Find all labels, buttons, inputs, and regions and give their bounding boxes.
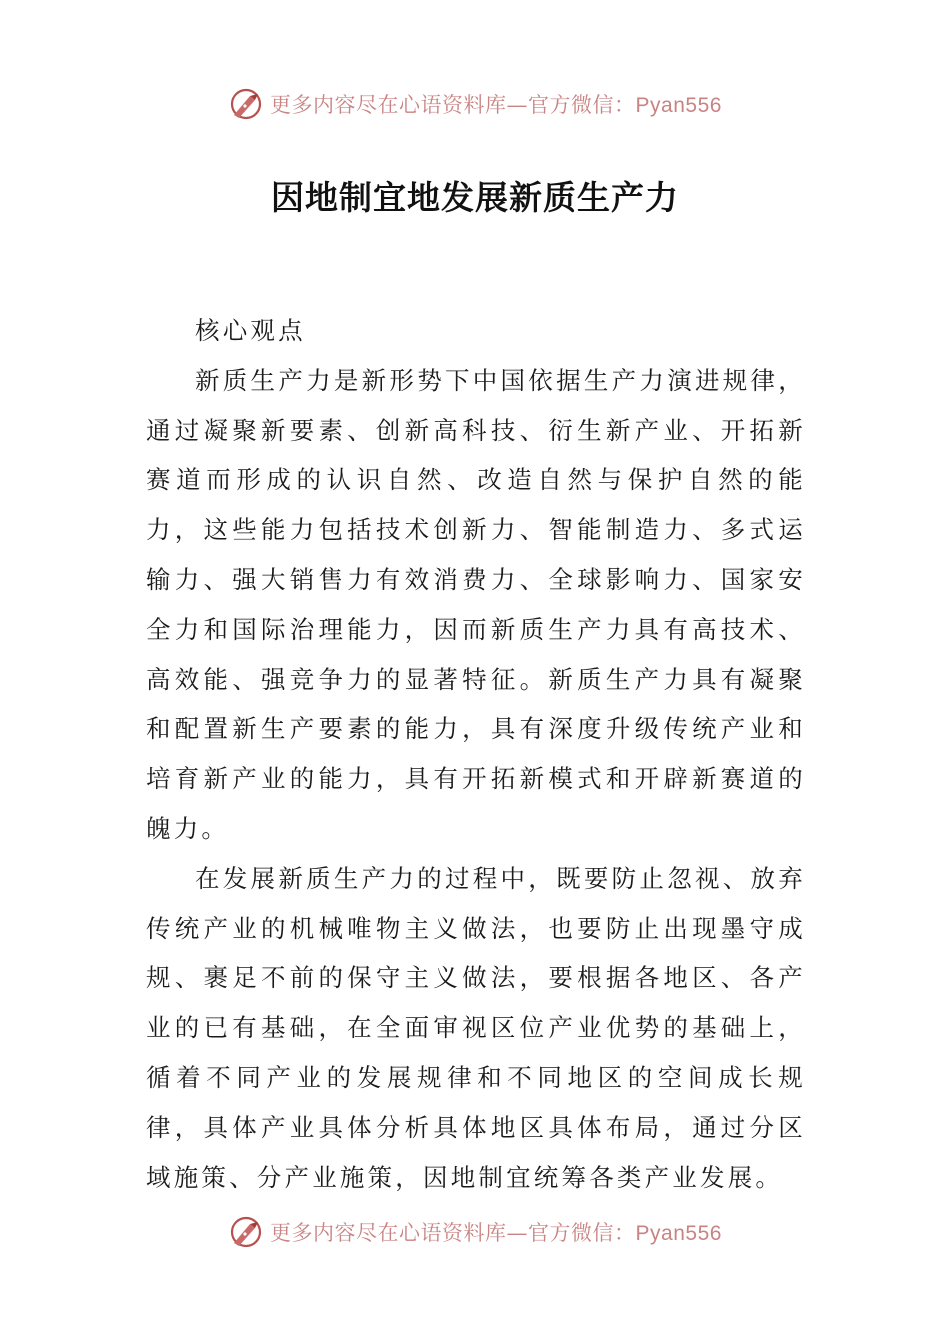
banner-text: 更多内容尽在心语资料库—官方微信：Pyan556: [270, 1221, 722, 1245]
wechat-id: Pyan556: [635, 94, 722, 117]
wechat-id: Pyan556: [635, 1222, 722, 1245]
section-heading: 核心观点: [195, 316, 306, 345]
pen-nib-circle-icon: [228, 86, 264, 122]
footer-banner: [0, 1210, 950, 1254]
body-paragraph: 在发展新质生产力的过程中，既要防止忽视、放弃传统产业的机械唯物主义做法，也要防止出现墨守成规、裹足不前的保守主义做法，要根据各地区、各产业的已有基础，在全面审视区位产业优势的基础上，循着不同产业的发展规律和不同地区的空间成长规律，具体产业具体分析具体地区具体布局，通过分区域施策、分产业施策，因地制宜统筹各类产业发展。: [146, 863, 806, 1192]
header-banner: [0, 82, 950, 126]
document-title: 因地制宜地发展新质生产力: [271, 178, 679, 217]
banner-text: 更多内容尽在心语资料库—官方微信：Pyan556: [270, 93, 722, 117]
pen-nib-circle-icon: [228, 1214, 264, 1250]
body-paragraph: 新质生产力是新形势下中国依据生产力演进规律，通过凝聚新要素、创新高科技、衍生新产业、开拓新赛道而形成的认识自然、改造自然与保护自然的能力，这些能力包括技术创新力、智能制造力、多式运输力、强大销售力有效消费力、全球影响力、国家安全力和国际治理能力，因而新质生产力具有高技术、高效能、强竞争力的显著特征。新质生产力具有凝聚和配置新生产要素的能力，具有深度升级传统产业和培育新产业的能力，具有开拓新模式和开辟新赛道的魄力。: [146, 365, 806, 843]
document-body: [146, 306, 806, 1202]
